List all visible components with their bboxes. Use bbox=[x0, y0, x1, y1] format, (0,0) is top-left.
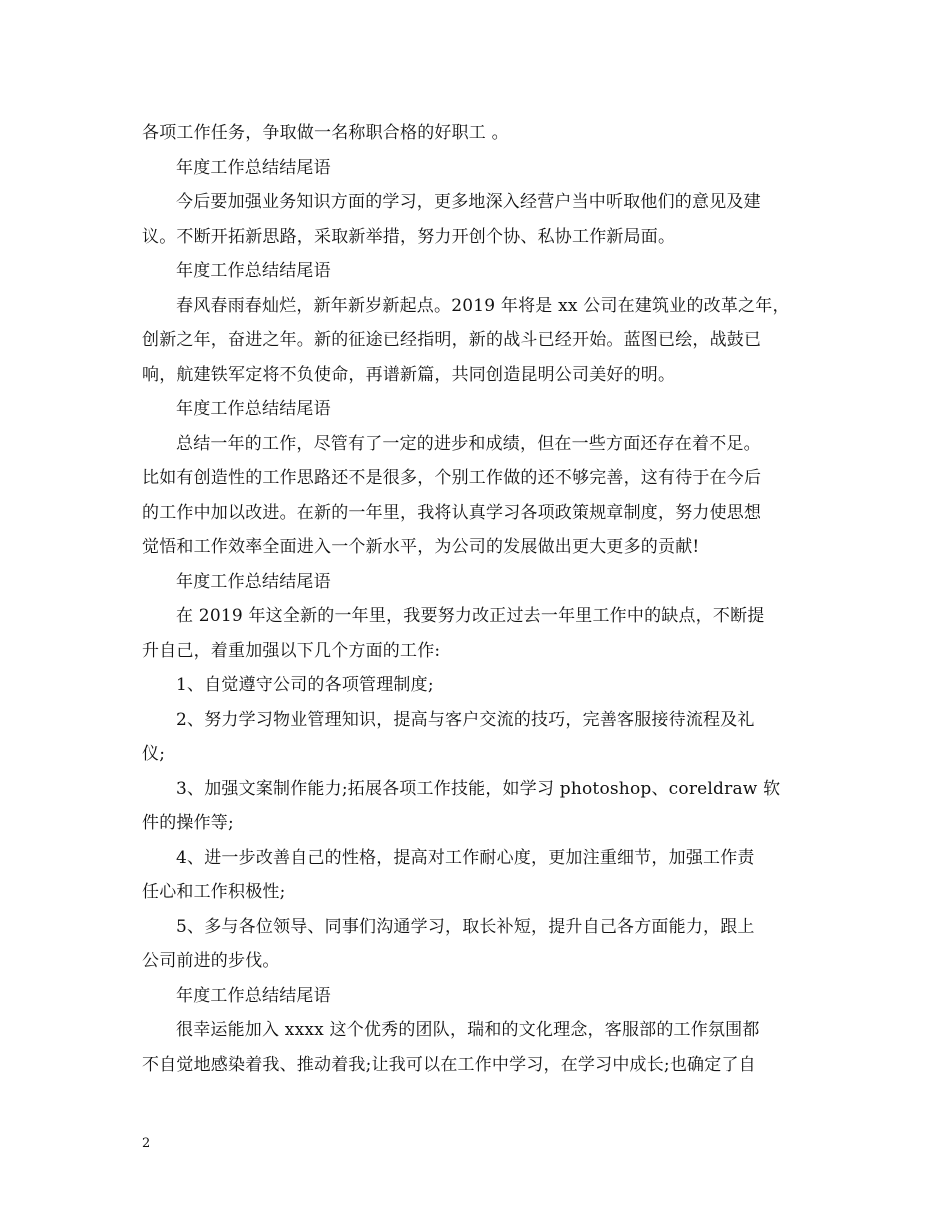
text-line: 总结一年的工作，尽管有了一定的进步和成绩，但在一些方面还存在着不足。 bbox=[176, 433, 761, 454]
text-line: 议。不断开拓新思路，采取新举措，努力开创个协、私协工作新局面。 bbox=[142, 226, 676, 247]
list-item-continuation: 件的操作等; bbox=[142, 813, 234, 833]
text-line: 很幸运能加入 xxxx 这个优秀的团队，瑞和的文化理念，客服部的工作氛围都 bbox=[176, 1020, 760, 1040]
list-item: 2、努力学习物业管理知识，提高与客户交流的技巧，完善客服接待流程及礼 bbox=[176, 709, 755, 730]
list-item: 1、自觉遵守公司的各项管理制度; bbox=[176, 675, 434, 695]
list-item-continuation: 任心和工作积极性; bbox=[142, 882, 286, 902]
text-line: 觉悟和工作效率全面进入一个新水平，为公司的发展做出更大更多的贡献! bbox=[142, 537, 700, 557]
page-number: 2 bbox=[142, 1136, 151, 1151]
list-item-continuation: 仪; bbox=[142, 744, 166, 764]
document-body bbox=[142, 116, 818, 1082]
text-line: 不自觉地感染着我、推动着我;让我可以在工作中学习，在学习中成长;也确定了自 bbox=[142, 1054, 756, 1075]
text-line: 春风春雨春灿烂，新年新岁新起点。2019 年将是 xx 公司在建筑业的改革之年， bbox=[176, 295, 790, 316]
list-item-continuation: 公司前进的步伐。 bbox=[142, 951, 280, 971]
text-line: 比如有创造性的工作思路还不是很多，个别工作做的还不够完善，这有待于在今后 bbox=[142, 468, 762, 488]
text-line: 各项工作任务，争取做一名称职合格的好职工 。 bbox=[142, 123, 509, 143]
section-heading: 年度工作总结结尾语 bbox=[176, 571, 331, 592]
section-heading: 年度工作总结结尾语 bbox=[176, 399, 331, 419]
text-line: 的工作中加以改进。在新的一年里，我将认真学习各项政策规章制度，努力使思想 bbox=[142, 502, 762, 523]
section-heading: 年度工作总结结尾语 bbox=[176, 157, 331, 178]
section-heading: 年度工作总结结尾语 bbox=[176, 985, 331, 1006]
text-line: 响，航建铁军定将不负使命，再谱新篇，共同创造昆明公司美好的明。 bbox=[142, 364, 676, 385]
list-item: 4、进一步改善自己的性格，提高对工作耐心度，更加注重细节，加强工作责 bbox=[176, 847, 755, 868]
list-item: 3、加强文案制作能力;拓展各项工作技能，如学习 photoshop、coreldraw 软 bbox=[176, 778, 781, 799]
text-line: 创新之年，奋进之年。新的征途已经指明，新的战斗已经开始。蓝图已绘，战鼓已 bbox=[142, 330, 762, 350]
text-line: 升自己，着重加强以下几个方面的工作: bbox=[142, 640, 441, 661]
text-line: 在 2019 年这全新的一年里，我要努力改正过去一年里工作中的缺点，不断提 bbox=[176, 606, 765, 626]
section-heading: 年度工作总结结尾语 bbox=[176, 261, 331, 281]
list-item: 5、多与各位领导、同事们沟通学习，取长补短，提升自己各方面能力，跟上 bbox=[176, 916, 755, 937]
text-line: 今后要加强业务知识方面的学习，更多地深入经营户当中听取他们的意见及建 bbox=[176, 192, 761, 212]
